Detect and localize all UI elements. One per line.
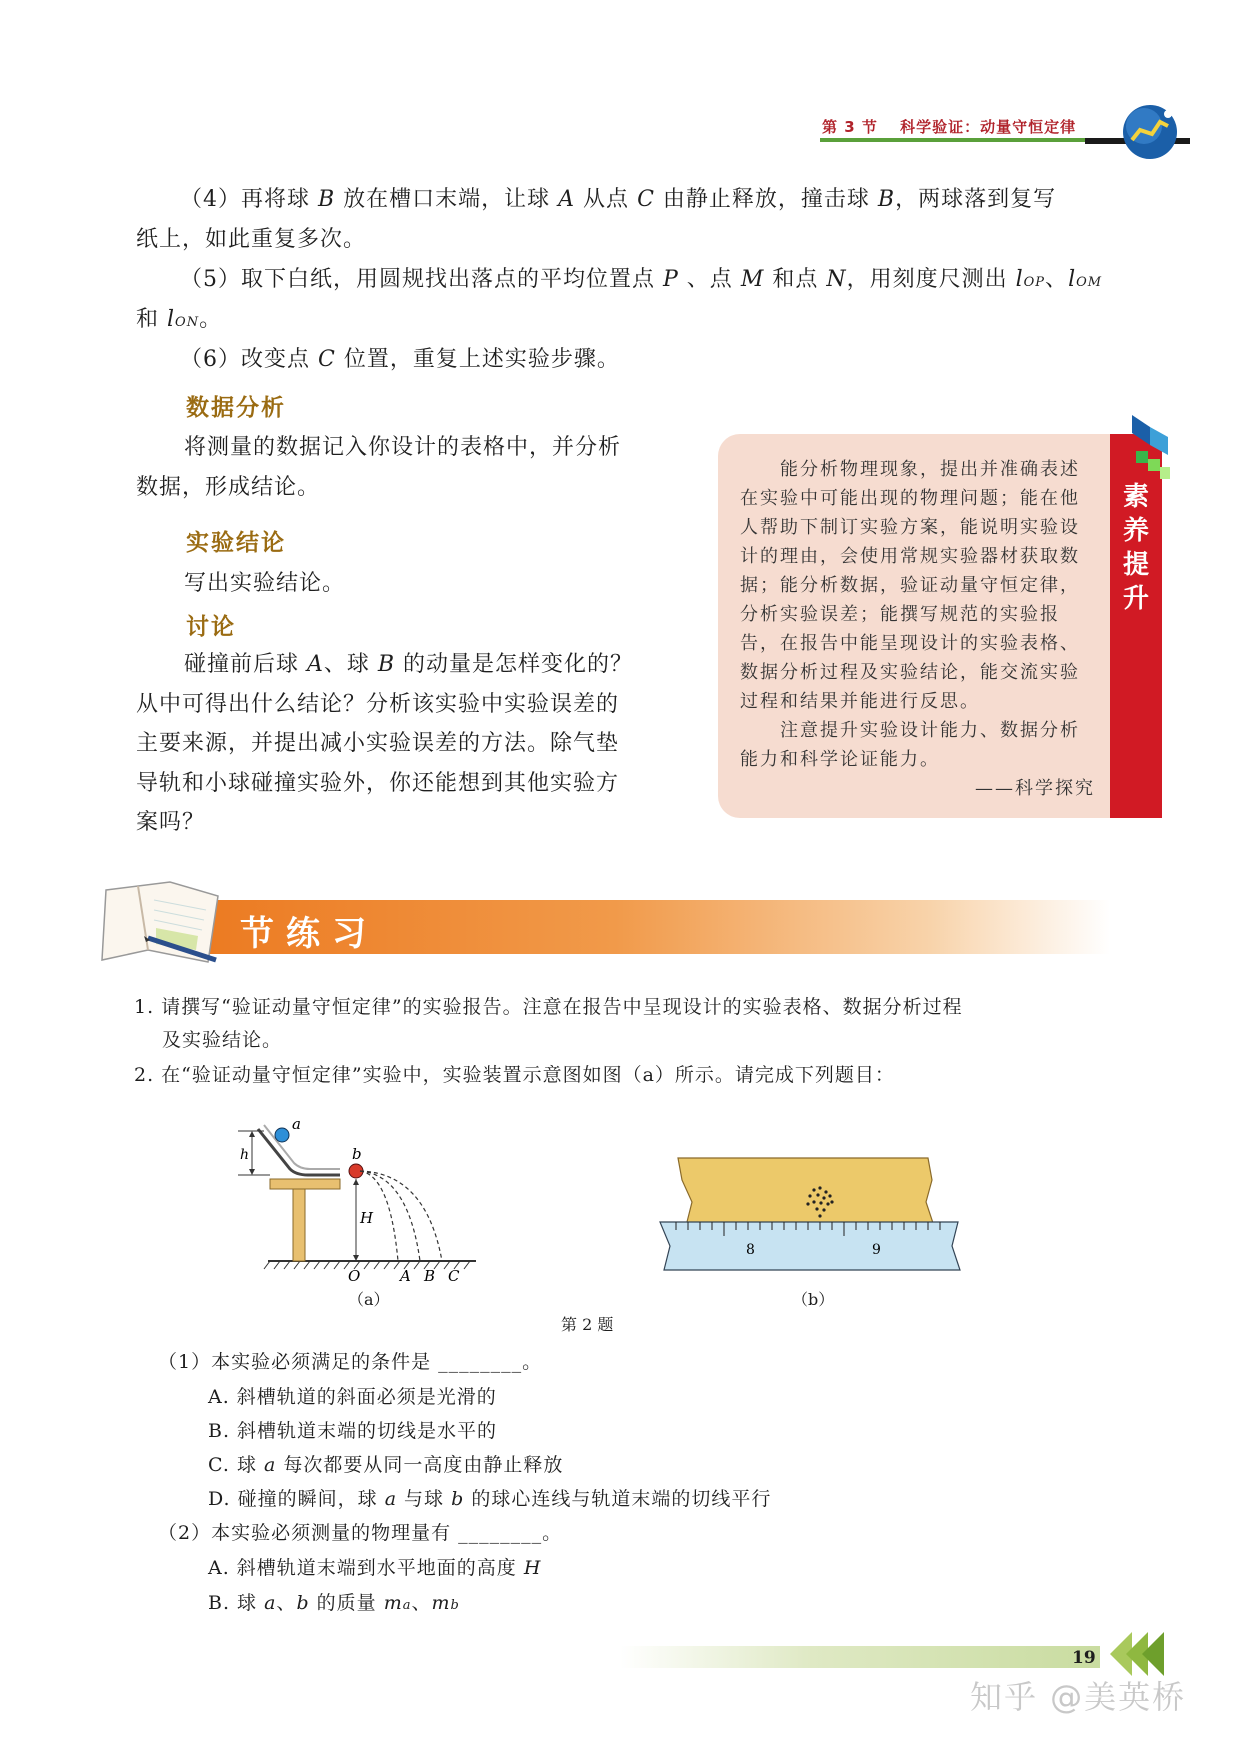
label-h: h bbox=[240, 1147, 250, 1163]
discussion-line5: 案吗？ bbox=[136, 810, 206, 835]
discussion-line4: 导轨和小球碰撞实验外，你还能想到其他实验方 bbox=[136, 771, 620, 796]
sidebox-line: 数据分析过程及实验结论，能交流实验 bbox=[740, 662, 1080, 683]
analysis-heading: 数据分析 bbox=[186, 395, 286, 421]
label-C: C bbox=[448, 1267, 460, 1285]
sidebox-line: 能分析物理现象，提出并准确表述 bbox=[740, 459, 1080, 480]
figure-b-caption: （b） bbox=[792, 1290, 835, 1309]
section-title: 科学验证：动量守恒定律 bbox=[900, 118, 1077, 136]
stairs-icon bbox=[1128, 415, 1172, 481]
sub-question-1: （1）本实验必须满足的条件是 ________。 bbox=[158, 1351, 543, 1373]
label-O: O bbox=[348, 1267, 361, 1285]
discussion-heading: 讨论 bbox=[186, 614, 236, 640]
literacy-tab-label: 素 养 提 升 bbox=[1122, 482, 1149, 614]
analysis-line1: 将测量的数据记入你设计的表格中，并分析 bbox=[184, 435, 622, 460]
sidebox-line: 人帮助下制订实验方案，能说明实验设 bbox=[740, 517, 1080, 538]
label-H: H bbox=[360, 1209, 374, 1227]
sidebox-line: 据；能分析数据，验证动量守恒定律， bbox=[740, 575, 1080, 596]
sub1-option-a: A. 斜槽轨道的斜面必须是光滑的 bbox=[208, 1386, 497, 1408]
watermark: 知乎 @美英桥 bbox=[970, 1678, 1187, 1716]
label-B: B bbox=[424, 1267, 436, 1285]
sub1-option-c: C. 球 a 每次都要从同一高度由静止释放 bbox=[208, 1454, 564, 1476]
section-number: 第 3 节 bbox=[822, 118, 878, 136]
sub2-option-a: A. 斜槽轨道末端到水平地面的高度 H bbox=[208, 1557, 542, 1579]
sidebox-line: 告，在报告中能呈现设计的实验表格、 bbox=[740, 633, 1080, 654]
conclusion-heading: 实验结论 bbox=[186, 530, 286, 556]
question-2: 2. 在“验证动量守恒定律”实验中，实验装置示意图如图（a）所示。请完成下列题目： bbox=[134, 1064, 895, 1086]
ruler-tick-9: 9 bbox=[872, 1242, 881, 1258]
sidebox-line: 过程和结果并能进行反思。 bbox=[740, 691, 980, 712]
step-6: （6）改变点 C 位置，重复上述实验步骤。 bbox=[180, 347, 620, 372]
step-4-line2: 纸上，如此重复多次。 bbox=[136, 227, 367, 252]
question-1-line1: 1. 请撰写“验证动量守恒定律”的实验报告。注意在报告中呈现设计的实验表格、数据分析过程 bbox=[134, 996, 963, 1018]
sidebox-line: 在实验中可能出现的物理问题；能在他 bbox=[740, 488, 1080, 509]
question-1-line2: 及实验结论。 bbox=[162, 1029, 283, 1051]
literacy-sidebox-text bbox=[740, 455, 1095, 803]
figure-a-caption: （a） bbox=[348, 1290, 390, 1309]
notebook-pen-icon bbox=[98, 878, 228, 968]
figure-caption: 第 2 题 bbox=[561, 1315, 614, 1334]
practice-banner-title: 节练习 bbox=[240, 914, 378, 954]
sidebox-line: 分析实验误差；能撰写规范的实验报 bbox=[740, 604, 1060, 625]
step-5-line2: 和 lON。 bbox=[136, 307, 223, 332]
sub-question-2: （2）本实验必须测量的物理量有 ________。 bbox=[158, 1522, 563, 1544]
page-number: 19 bbox=[1072, 1648, 1096, 1668]
label-A: A bbox=[400, 1267, 411, 1285]
conclusion-text: 写出实验结论。 bbox=[184, 571, 346, 596]
sidebox-line: 能力和科学论证能力。 bbox=[740, 749, 940, 770]
running-header bbox=[822, 116, 1076, 137]
ruler-tick-8: 8 bbox=[746, 1242, 755, 1258]
label-b: b bbox=[352, 1145, 362, 1163]
sub2-option-b: B. 球 a、b 的质量 ma、mb bbox=[208, 1592, 460, 1614]
sub1-option-b: B. 斜槽轨道末端的切线是水平的 bbox=[208, 1420, 498, 1442]
figure-a-apparatus bbox=[230, 1115, 490, 1285]
figure-b-ruler bbox=[656, 1150, 976, 1280]
step-4: （4）再将球 B 放在槽口末端，让球 A 从点 C 由静止释放，撞击球 B，两球落到复写 bbox=[180, 187, 1057, 212]
sub1-option-d: D. 碰撞的瞬间，球 a 与球 b 的球心连线与轨道末端的切线平行 bbox=[208, 1488, 772, 1510]
discussion-line2: 从中可得出什么结论？分析该实验中实验误差的 bbox=[136, 692, 620, 717]
step-5: （5）取下白纸，用圆规找出落点的平均位置点 P 、点 M 和点 N，用刻度尺测出 lOP、lOM bbox=[180, 267, 1103, 292]
analysis-line2: 数据，形成结论。 bbox=[136, 475, 321, 500]
discussion-line1: 碰撞前后球 A、球 B 的动量是怎样变化的？ bbox=[184, 652, 634, 677]
discussion-line3: 主要来源，并提出减小实验误差的方法。除气垫 bbox=[136, 731, 620, 756]
label-a: a bbox=[292, 1115, 301, 1133]
sidebox-line: 注意提升实验设计能力、数据分析 bbox=[740, 720, 1080, 741]
chapter-globe-icon bbox=[1110, 100, 1190, 160]
sidebox-line: 计的理由，会使用常规实验器材获取数 bbox=[740, 546, 1080, 567]
chevron-left-icon bbox=[1110, 1632, 1166, 1676]
footer-bar bbox=[620, 1646, 1100, 1668]
sidebox-source: ——科学探究 bbox=[975, 778, 1095, 799]
